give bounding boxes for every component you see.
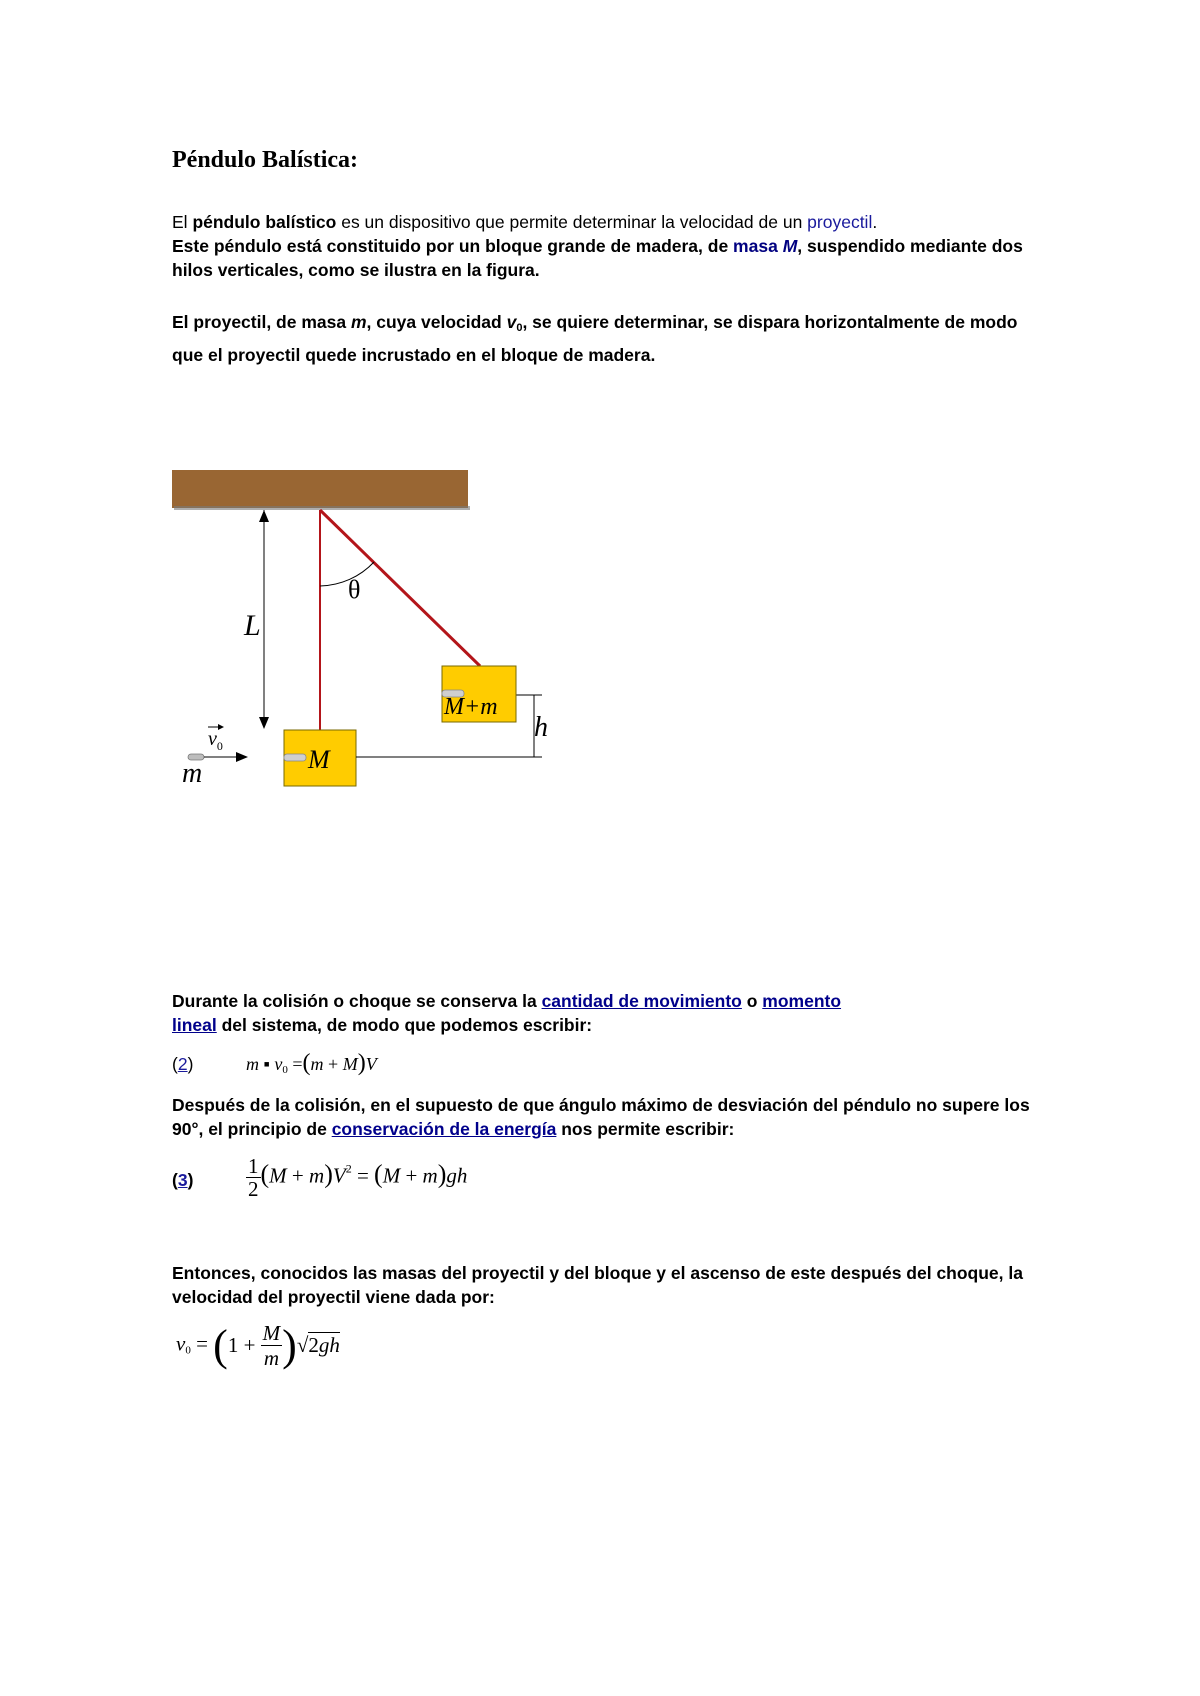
symbol-M: M (782, 236, 798, 256)
link-equation-2[interactable]: 2 (177, 1054, 188, 1074)
link-masa[interactable]: masa (733, 236, 778, 256)
label-block-Mm: M+m (444, 694, 498, 720)
block-M-bullet (284, 754, 306, 761)
ceiling-shadow (174, 506, 470, 510)
label-v0: $v_0$ (208, 728, 223, 753)
ceiling-beam (172, 470, 468, 508)
length-arrow-top (259, 510, 269, 522)
equation-velocity: $v_0 = (1$ + $\frac{M}{m}$ )√2gh (176, 1321, 340, 1370)
page-title: Péndulo Balística: (172, 147, 359, 173)
label-theta: θ (348, 575, 361, 604)
equation-number-3: (3) (172, 1170, 194, 1190)
paragraph-projectile: El proyectil, de masa m, cuya velocidad $v_0$, se quiere determinar, se dispara horizontalmente de modo que el proyectil quede incrustado en el bloque de madera. (172, 312, 1018, 365)
label-h: h (534, 712, 548, 743)
link-equation-3[interactable]: 3 (177, 1170, 188, 1190)
symbol-m: m (350, 312, 367, 332)
link-conservacion-energia[interactable]: conservación de la energía (331, 1119, 557, 1139)
paragraph-construction: Este péndulo está constituido por un bloque grande de madera, de masa M, suspendido mediante dos hilos verticales, como se ilustra en la figura. (172, 236, 1023, 280)
pendulum-figure (172, 470, 552, 790)
equation-momentum: m ▪ $v_0 =(m + M)V$ (246, 1050, 377, 1076)
angle-arc (320, 562, 374, 586)
equation-energy: $\frac{1}{2}$ $(M + m)V^2 = (M + m)gh$ (248, 1154, 468, 1201)
link-proyectil[interactable]: proyectil (807, 212, 873, 232)
link-momento-lineal[interactable]: momento lineal (172, 991, 842, 1035)
string-deflected (320, 510, 480, 666)
velocity-arrow-head (236, 752, 248, 762)
paragraph-energy: Después de la colisión, en el supuesto de que ángulo máximo de desviación del péndulo no supere los 90°, el principio de conservación de la energía nos permite escribir: (172, 1095, 1030, 1139)
v0-vector-mark-head (218, 724, 224, 730)
paragraph-conclusion: Entonces, conocidos las masas del proyectil y del bloque y el ascenso de este después del choque, la velocidad del proyectil viene dada por: (172, 1263, 1023, 1307)
length-arrow-bottom (259, 717, 269, 729)
paragraph-intro: El péndulo balístico es un dispositivo que permite determinar la velocidad de un proyectil. (172, 212, 878, 232)
label-m: m (182, 758, 203, 789)
link-cantidad-de-movimiento[interactable]: cantidad de movimiento (541, 991, 742, 1011)
equation-number-2: (2) (172, 1054, 194, 1074)
label-block-M: M (308, 745, 330, 774)
symbol-v0: $v_0$ (506, 312, 523, 334)
paragraph-momentum: Durante la colisión o choque se conserva la cantidad de movimiento o momento lineal del sistema, de modo que podemos escribir: (172, 991, 842, 1035)
label-L: L (244, 609, 261, 642)
term-pendulo-balistico: péndulo balístico (192, 212, 337, 232)
